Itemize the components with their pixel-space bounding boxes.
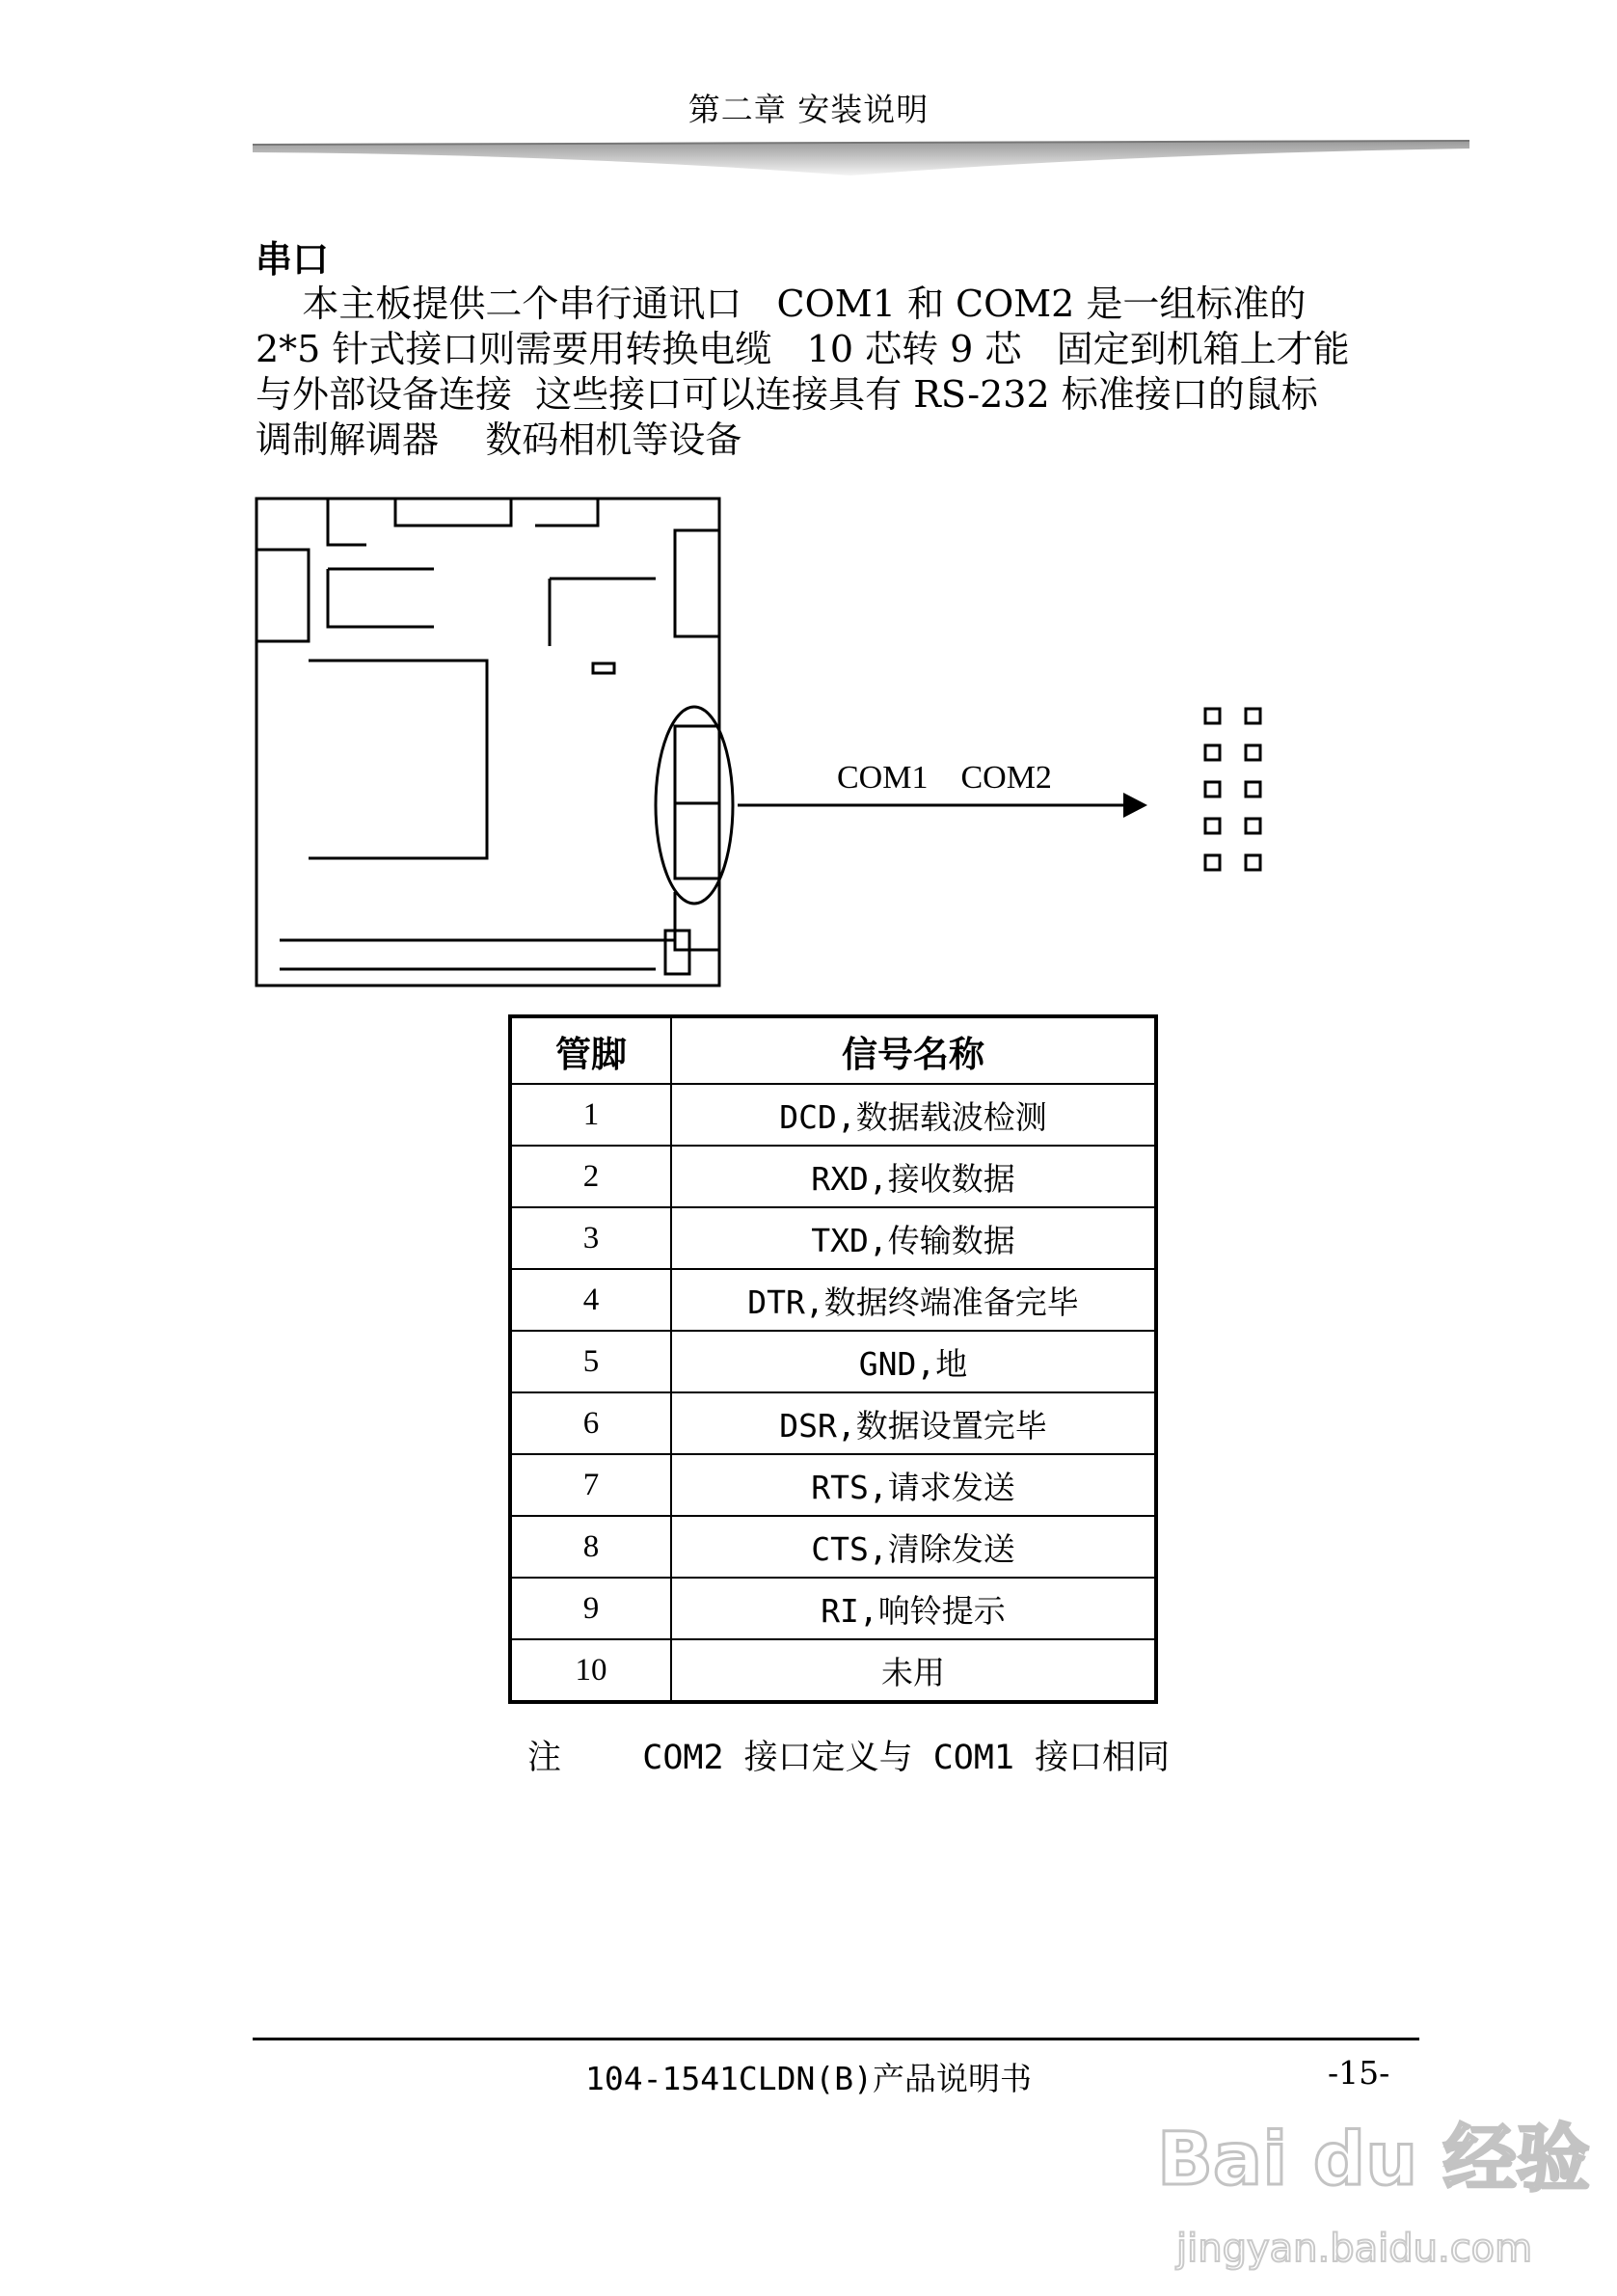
top-connector-b bbox=[535, 499, 598, 526]
chip-block-c bbox=[550, 579, 656, 646]
footer-rule bbox=[253, 2038, 1419, 2040]
signal-cell: RI,响铃提示 bbox=[671, 1578, 1156, 1639]
pin-cell: 6 bbox=[510, 1392, 671, 1454]
com-header-2 bbox=[675, 803, 719, 878]
table-row bbox=[510, 1331, 1156, 1392]
pin-cell: 8 bbox=[510, 1516, 671, 1578]
section-title: 串口 bbox=[256, 237, 330, 281]
table-row bbox=[510, 1084, 1156, 1146]
table-row bbox=[510, 1392, 1156, 1454]
signal-cell: TXD,传输数据 bbox=[671, 1207, 1156, 1269]
signal-cell: RTS,请求发送 bbox=[671, 1454, 1156, 1516]
table-row bbox=[510, 1207, 1156, 1269]
footer-doc-title: 104-1541CLDN(B)产品说明书 bbox=[584, 2060, 1032, 2097]
signal-cell: CTS,清除发送 bbox=[671, 1516, 1156, 1578]
section-paragraph bbox=[256, 282, 1442, 463]
table-row bbox=[510, 1269, 1156, 1331]
paragraph-line: 2*5 针式接口则需要用转换电缆 10 芯转 9 芯 固定到机箱上才能 bbox=[256, 328, 1350, 370]
pin-cell: 2 bbox=[510, 1146, 671, 1207]
com-highlight-ellipse bbox=[656, 707, 733, 904]
page-number: -15- bbox=[1328, 2054, 1390, 2092]
com-arrow-head bbox=[1123, 793, 1147, 818]
top-connector-a bbox=[328, 499, 366, 545]
pin-column-header: 管脚 bbox=[510, 1016, 671, 1084]
signal-cell: 未用 bbox=[671, 1639, 1156, 1702]
pin-cell: 10 bbox=[510, 1639, 671, 1702]
table-header-row bbox=[510, 1016, 1156, 1084]
watermark-brand: Bai du 经验 bbox=[1157, 2116, 1590, 2201]
header-rule bbox=[253, 141, 1469, 179]
arrow-label: COM1 COM2 bbox=[837, 760, 1052, 796]
io-header-top bbox=[675, 530, 719, 636]
paragraph-line: 本主板提供二个串行通讯口 COM1 和 COM2 是一组标准的 bbox=[256, 283, 1307, 325]
table-row bbox=[510, 1516, 1156, 1578]
baidu-jingyan-watermark bbox=[1138, 2073, 1590, 2295]
pin-cell: 9 bbox=[510, 1578, 671, 1639]
signal-cell: DSR,数据设置完毕 bbox=[671, 1392, 1156, 1454]
pin-cell: 7 bbox=[510, 1454, 671, 1516]
signal-cell: RXD,接收数据 bbox=[671, 1146, 1156, 1207]
small-part bbox=[593, 663, 614, 673]
signal-cell: DTR,数据终端准备完毕 bbox=[671, 1269, 1156, 1331]
pin-cell: 1 bbox=[510, 1084, 671, 1146]
cpu-area bbox=[309, 661, 487, 858]
table-row bbox=[510, 1578, 1156, 1639]
signal-cell: DCD,数据载波检测 bbox=[671, 1084, 1156, 1146]
signal-cell: GND,地 bbox=[671, 1331, 1156, 1392]
watermark-url: jingyan.baidu.com bbox=[1176, 2227, 1533, 2271]
pin-cell: 3 bbox=[510, 1207, 671, 1269]
bottom-slot bbox=[280, 940, 675, 969]
table-note: 注 COM2 接口定义与 COM1 接口相同 bbox=[527, 1739, 1171, 1777]
page-header-title: 第二章 安装说明 bbox=[687, 91, 930, 128]
chip-block-a bbox=[328, 569, 434, 627]
io-header-bottom bbox=[675, 892, 719, 950]
table-row bbox=[510, 1454, 1156, 1516]
top-header-strip bbox=[395, 499, 511, 526]
com-header-1 bbox=[675, 726, 719, 803]
table-row bbox=[510, 1639, 1156, 1702]
pin-definition-table bbox=[508, 1014, 1158, 1704]
signal-column-header: 信号名称 bbox=[671, 1016, 1156, 1084]
motherboard-diagram bbox=[251, 487, 1437, 1008]
paragraph-line: 调制解调器 数码相机等设备 bbox=[256, 419, 742, 461]
left-connector bbox=[256, 550, 309, 641]
paragraph-line: 与外部设备连接 这些接口可以连接具有 RS-232 标准接口的鼠标 bbox=[256, 373, 1318, 416]
bottom-jumper bbox=[665, 931, 689, 974]
pin-cell: 5 bbox=[510, 1331, 671, 1392]
pin-cell: 4 bbox=[510, 1269, 671, 1331]
pin-grid bbox=[1205, 709, 1260, 870]
table-row bbox=[510, 1146, 1156, 1207]
